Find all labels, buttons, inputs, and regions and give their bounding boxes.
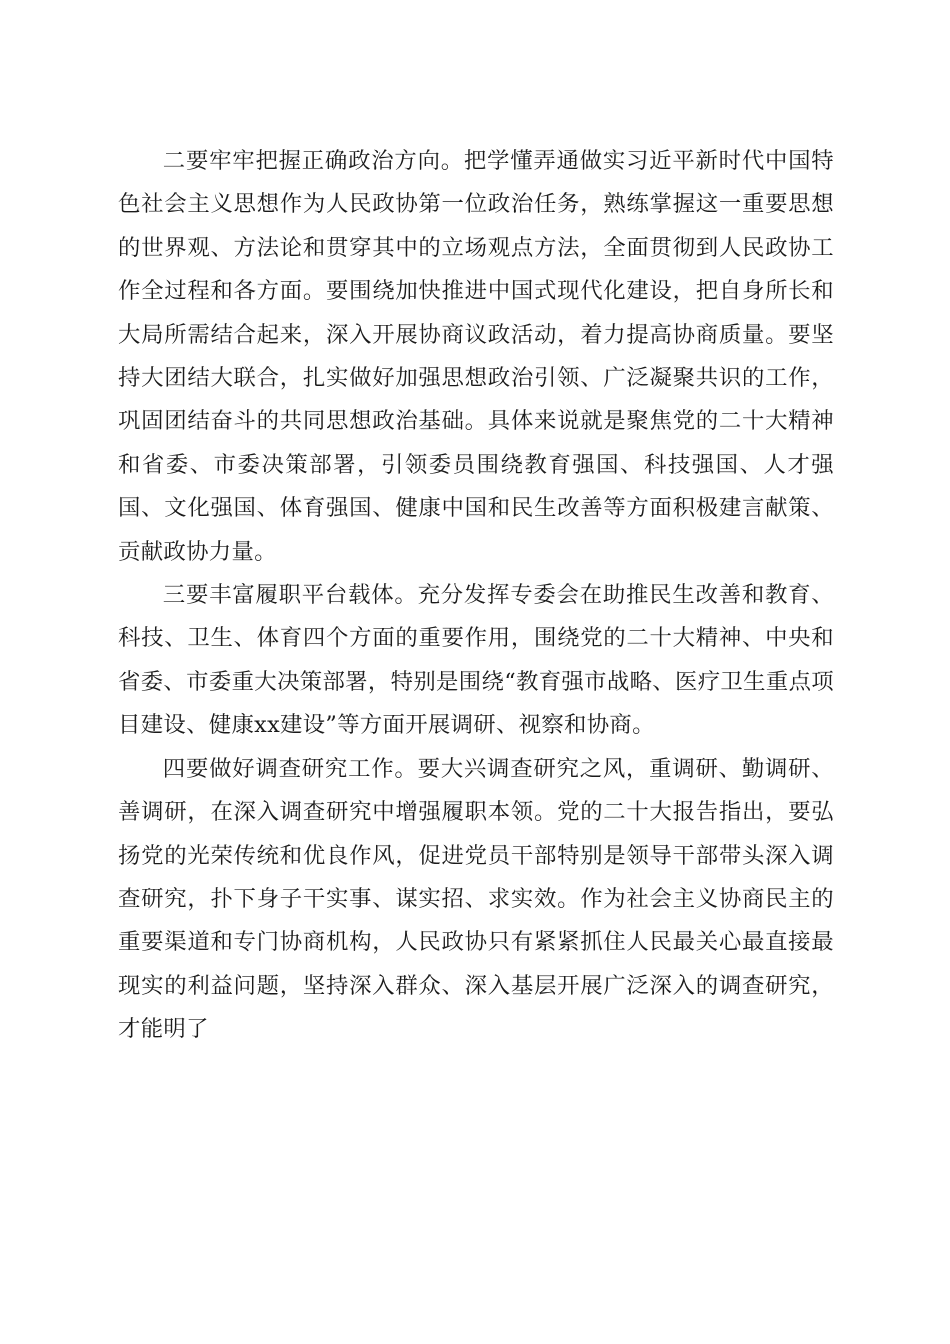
paragraph-platform-carriers: 三要丰富履职平台载体。充分发挥专委会在助推民生改善和教育、科技、卫生、体育四个方面的重要作用，围绕党的二十大精神、中央和省委、市委重大决策部署，特别是围绕“教育强市战略、医疗卫生重点项目建设、健康xx建设”等方面开展调研、视察和协商。 — [118, 582, 834, 739]
paragraph-investigation-research: 四要做好调查研究工作。要大兴调查研究之风，重调研、勤调研、善调研，在深入调查研究中增强履职本领。党的二十大报告指出，要弘扬党的光荣传统和优良作风，促进党员干部特别是领导干部带头深入调查研究，扑下身子干实事、谋实招、求实效。作为社会主义协商民主的重要渠道和专门协商机构，人民政协只有紧紧抓住人民最关心最直接最现实的利益问题，坚持深入群众、深入基层开展广泛深入的调查研究，才能明了 — [118, 755, 834, 1043]
document-body — [118, 140, 834, 1052]
paragraph-political-direction: 二要牢牢把握正确政治方向。把学懂弄通做实习近平新时代中国特色社会主义思想作为人民政协第一位政治任务，熟练掌握这一重要思想的世界观、方法论和贯穿其中的立场观点方法，全面贯彻到人民政协工作全过程和各方面。要围绕加快推进中国式现代化建设，把自身所长和大局所需结合起来，深入开展协商议政活动，着力提高协商质量。要坚持大团结大联合，扎实做好加强思想政治引领、广泛凝聚共识的工作，巩固团结奋斗的共同思想政治基础。具体来说就是聚焦党的二十大精神和省委、市委决策部署，引领委员围绕教育强国、科技强国、人才强国、文化强国、体育强国、健康中国和民生改善等方面积极建言献策、贡献政协力量。 — [118, 148, 834, 565]
